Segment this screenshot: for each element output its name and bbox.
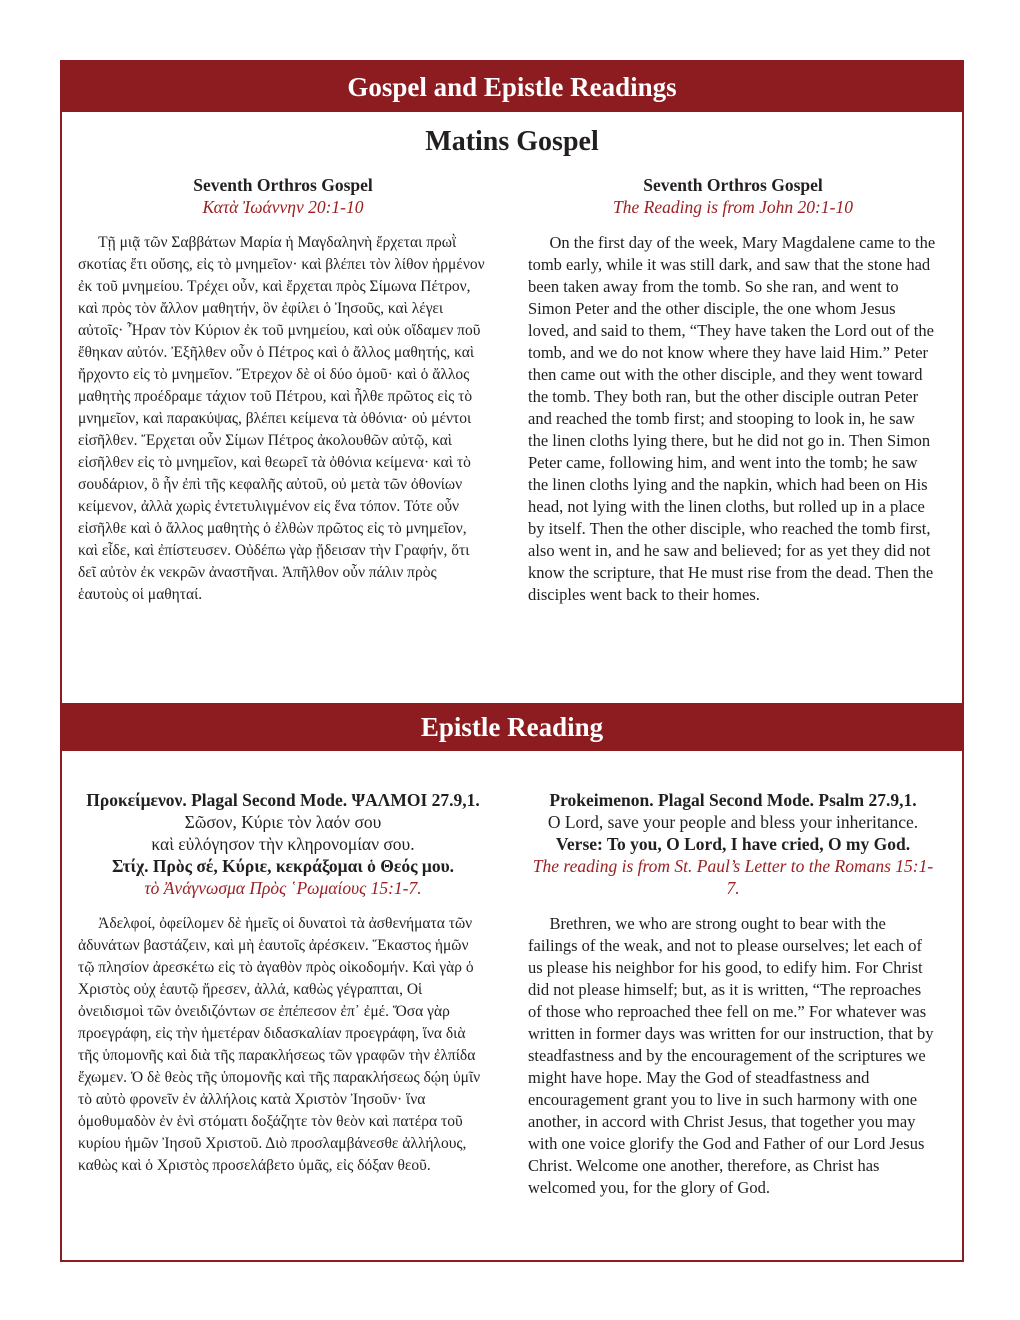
gospel-english-reference: The Reading is from John 20:1-10 [613, 197, 853, 217]
gospel-english-text: On the first day of the week, Mary Magdalene came to the tomb early, while it was still dark, and saw that the stone had been taken away from the tomb. So she ran, and went to Simon Peter and the other disciple, the one whom Jesus loved, and said to them, “They have taken the Lord out of the tomb, and we do not know where they have laid Him.” Peter then came out with the other disciple, and they went toward the tomb. They both ran, but the other disciple outran Peter and reached the tomb first; and stooping to look in, he saw the linen cloths lying there, but he did not go in. Then Simon Peter came, following him, and went into the tomb; he saw the linen cloths lying and the napkin, which had been on His head, not lying with the linen cloths, but rolled up in a place by itself. Then the other disciple, who reached the tomb first, also went in, and he saw and believed; for as yet they did not know the scripture, that He must rise from the dead. Then the disciples went back to their homes. [528, 233, 936, 604]
gospel-greek-reference: Κατὰ Ἰωάννην 20:1-10 [202, 197, 364, 217]
gospel-greek-text: Τῇ μιᾷ τῶν Σαββάτων Μαρία ἡ Μαγδαληνὴ ἔρχεται πρωῒ σκοτίας ἔτι οὔσης, εἰς τὸ μνημεῖον· καὶ βλέπει τὸν λίθον ἠρμένον ἐκ τοῦ μνημείου. Τρέχει οὖν, καὶ ἔρχεται πρὸς Σίμωνα Πέτρον, καὶ πρὸς τὸν ἄλλον μαθητήν, ὃν ἐφίλει ὁ Ἰησοῦς, καὶ λέγει αὐτοῖς· Ἦραν τὸν Κύριον ἐκ τοῦ μνημείου, καὶ οὐκ οἴδαμεν ποῦ ἔθηκαν αὐτόν. Ἐξῆλθεν οὖν ὁ Πέτρος καὶ ὁ ἄλλος μαθητής, καὶ ἤρχοντο εἰς τὸ μνημεῖον. Ἔτρεχον δὲ οἱ δύο ὁμοῦ· καὶ ὁ ἄλλος μαθητὴς προέδραμε τάχιον τοῦ Πέτρου, καὶ ἦλθε πρῶτος εἰς τὸ μνημεῖον, καὶ παρακύψας, βλέπει κείμενα τὰ ὀθόνια· οὐ μέντοι εἰσῆλθεν. Ἔρχεται οὖν Σίμων Πέτρος ἀκολουθῶν αὐτῷ, καὶ εἰσῆλθεν εἰς τὸ μνημεῖον, καὶ θεωρεῖ τὰ ὀθόνια κείμενα· καὶ τὸ σουδάριον, ὃ ἦν ἐπὶ τῆς κεφαλῆς αὐτοῦ, οὐ μετὰ τῶν ὀθονίων κείμενον, ἀλλὰ χωρὶς ἐντετυλιγμένον εἰς ἕνα τόπον. Τότε οὖν εἰσῆλθε καὶ ὁ ἄλλος μαθητὴς ὁ ἐλθὼν πρῶτος εἰς τὸ μνημεῖον, καὶ εἶδε, καὶ ἐπίστευσεν. Οὐδέπω γὰρ ᾔδεισαν τὴν Γραφήν, ὅτι δεῖ αὐτὸν ἐκ νεκρῶν ἀναστῆναι. Ἀπῆλθον οὖν πάλιν πρὸς ἑαυτοὺς οἱ μαθηταί. [78, 234, 485, 603]
epistle-english-text: Brethren, we who are strong ought to bear with the failings of the weak, and not to please ourselves; let each of us please his neighbor for his good, to edify him. For Christ did not please himself; but, as it is written, “The reproaches of those who reproached thee fell on me.” For whatever was written in former days was written for our instruction, that by steadfastness and by the encouragement of the scriptures we might have hope. May the God of steadfastness and encouragement grant you to live in such harmony with one another, in accord with Christ Jesus, that together you may with one voice glorify the God and Father of our Lord Jesus Christ. Welcome one another, therefore, as Christ has welcomed you, for the glory of God. [528, 914, 934, 1197]
epistle-greek-verse: Στίχ. Πρὸς σέ, Κύριε, κεκράξομαι ὁ Θεός μου. [111, 856, 455, 876]
readings-frame [60, 60, 964, 1262]
gospel-greek-heading: Seventh Orthros Gospel [193, 175, 373, 195]
epistle-english-column [528, 789, 938, 1199]
epistle-english-prokeimenon: Prokeimenon. Plagal Second Mode. Psalm 27.9,1. [549, 790, 917, 810]
epistle-greek-line2: καὶ εὐλόγησον τὴν κληρονομίαν σου. [151, 834, 415, 854]
epistle-greek-column [78, 789, 488, 1177]
epistle-english-reference: The reading is from St. Paul’s Letter to the Romans 15:1-7. [532, 856, 934, 898]
epistle-english-line1: O Lord, save your people and bless your inheritance. [547, 812, 919, 832]
matins-gospel-title: Matins Gospel [425, 126, 599, 157]
banner-epistle-reading: Epistle Reading [62, 703, 962, 751]
gospel-greek-column [78, 174, 488, 606]
epistle-greek-reference: τὸ Ἀνάγνωσμα Πρὸς ῾Ρωμαίους 15:1-7. [144, 878, 422, 898]
gospel-english-column [528, 174, 938, 606]
banner-gospel-epistle: Gospel and Epistle Readings [62, 62, 962, 112]
gospel-english-heading: Seventh Orthros Gospel [643, 175, 823, 195]
epistle-english-verse: Verse: To you, O Lord, I have cried, O my God. [555, 834, 911, 854]
epistle-greek-text: Ἀδελφοί, ὀφείλομεν δὲ ἡμεῖς οἱ δυνατοὶ τὰ ἀσθενήματα τῶν ἀδυνάτων βαστάζειν, καὶ μὴ ἑαυτοῖς ἀρέσκειν. Ἕκαστος ἡμῶν τῷ πλησίον ἀρεσκέτω εἰς τὸ ἀγαθὸν πρὸς οἰκοδομήν. Καὶ γὰρ ὁ Χριστὸς οὐχ ἑαυτῷ ἤρεσεν, ἀλλά, καθὼς γέγραπται, Οἱ ὀνειδισμοὶ τῶν ὀνειδιζόντων σε ἐπέπεσον ἐπ᾽ ἐμέ. Ὅσα γὰρ προεγράφη, εἰς τὴν ἡμετέραν διδασκαλίαν προεγράφη, ἵνα διὰ τῆς ὑπομονῆς καὶ διὰ τῆς παρακλήσεως τῶν γραφῶν τὴν ἐλπίδα ἔχωμεν. Ὁ δὲ θεὸς τῆς ὑπομονῆς καὶ τῆς παρακλήσεως δῴη ὑμῖν τὸ αὐτὸ φρονεῖν ἐν ἀλλήλοις κατὰ Χριστὸν Ἰησοῦν· ἵνα ὁμοθυμαδὸν ἐν ἑνὶ στόματι δοξάζητε τὸν θεὸν καὶ πατέρα τοῦ κυρίου ἡμῶν Ἰησοῦ Χριστοῦ. Διὸ προσλαμβάνεσθε ἀλλήλους, καθὼς καὶ ὁ Χριστὸς προσελάβετο ὑμᾶς, εἰς δόξαν θεοῦ. [78, 915, 481, 1174]
epistle-greek-line1: Σῶσον, Κύριε τὸν λαόν σου [184, 812, 382, 832]
epistle-greek-prokeimenon: Προκείμενον. Plagal Second Mode. ΨΑΛΜΟΙ 27.9,1. [86, 790, 480, 810]
